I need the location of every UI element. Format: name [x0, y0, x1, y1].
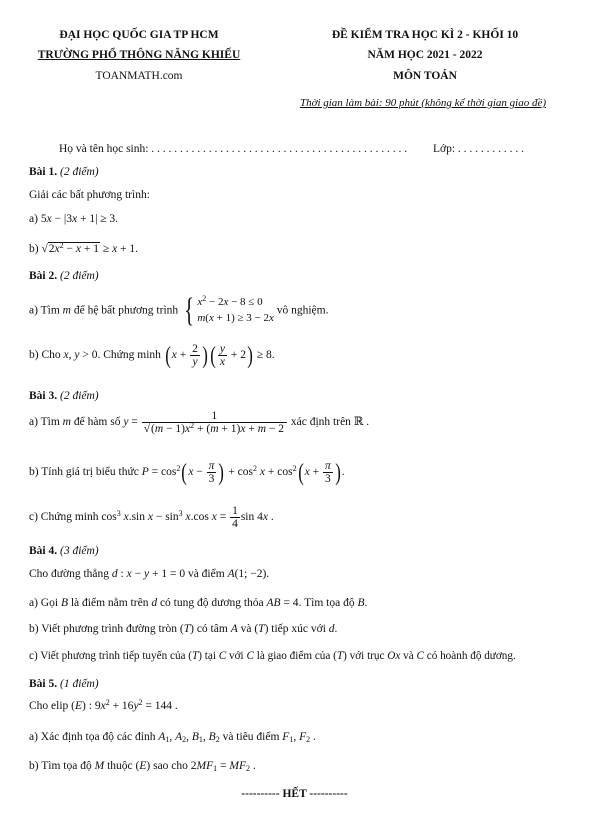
- bai4-heading: [29, 545, 99, 557]
- class-line: Lớp: . . . . . . . . . . . .: [433, 143, 525, 155]
- website: TOANMATH.com: [95, 70, 183, 82]
- school-year: NĂM HỌC 2021 - 2022: [367, 49, 483, 61]
- bai3-title: Bài 3.: [29, 390, 58, 402]
- bai4-c-text6: và: [403, 650, 414, 662]
- bai3-c-text: c) Chứng minh: [29, 511, 99, 524]
- bai1-intro: Giải các bất phương trình:: [29, 189, 150, 201]
- bai4-a-text4: . Tìm tọa độ: [298, 597, 355, 609]
- bai2-b-text: b) Cho: [29, 349, 61, 362]
- bai2-a-text2: để hệ bất phương trình: [73, 304, 179, 317]
- bai1-a: a) 5x − |3x + 1| ≥ 3.: [29, 213, 119, 225]
- bai4-c-text2: tại: [204, 650, 216, 662]
- bai4-c-text4: là giao điểm của: [256, 650, 331, 662]
- duration: Thời gian làm bài: 90 phút (không kể thời gian giao đề): [299, 97, 547, 109]
- bai1-points: (2 điểm): [60, 166, 99, 178]
- bai3-a-text3: xác định trên: [290, 416, 351, 429]
- school-name: TRƯỜNG PHỔ THÔNG NĂNG KHIẾU: [37, 49, 241, 61]
- bai3-c: c) Chứng minh $\cos^3 x.\sin$ $x - \sin^3 x.\cos$ x = $\frac{1}{4}$ sin 4x .: [29, 505, 274, 531]
- student-name-line: Họ và tên học sinh: . . . . . . . . . . . . . . . . . . . . . . . . . . . . . . . . . . . . . . . . . . . . .: [59, 143, 408, 155]
- bai4-c-text5: với trục: [349, 650, 385, 662]
- bai5-title: Bài 5.: [29, 678, 58, 690]
- bai4-a-text2: là điểm nằm trên: [70, 597, 149, 609]
- bai4-intro: Cho đường thẳng d : x − y + 1 = 0 và điểm A(1; −2).: [29, 568, 270, 580]
- bai4-intro-text2: và điểm: [187, 568, 225, 580]
- bai4-b: b) Viết phương trình đường tròn (T) có tâm A và (T) tiếp xúc với d.: [29, 623, 338, 635]
- end-marker: ---------- HẾT ----------: [241, 788, 348, 800]
- bai4-a-text3: có tung độ dương thỏa: [159, 597, 264, 609]
- bai1-a-label: a): [29, 213, 38, 225]
- bai5-intro: Cho elip (E) : $9x^2 + 16y^2 = 144$ .: [29, 698, 178, 712]
- bai5-heading: [29, 678, 99, 690]
- bai5-points: (1 điểm): [60, 678, 99, 690]
- bai5-b-text3: sao cho: [153, 760, 188, 772]
- bai4-title: Bài 4.: [29, 545, 58, 557]
- university-name: ĐẠI HỌC QUỐC GIA TP HCM: [59, 29, 219, 41]
- bai5-intro-text: Cho elip: [29, 700, 69, 712]
- bai1-b: b) $√2x^2 - x + 1 \ge x + 1$.: [29, 241, 139, 255]
- bai3-b: b) Tính giá trị biểu thức $P = \cos^2(x$ − $\frac{\pi}{3}$ ) + $\cos^2 x + \cos^2(x$ + $\frac{\pi}{3}$ ).: [29, 459, 345, 486]
- subject: MÔN TOÁN: [393, 70, 457, 82]
- bai3-a: a) Tìm m để hàm số y = $\frac{1}{√(m - 1)x^2 + (m + 1)x + m - 2}$ xác định trên ℝ .: [29, 410, 370, 436]
- bai1-heading: [29, 166, 99, 178]
- bai4-c-text: c) Viết phương trình tiếp tuyến của: [29, 650, 186, 662]
- bai4-points: (3 điểm): [60, 545, 99, 557]
- bai4-b-text: b) Viết phương trình đường tròn: [29, 623, 177, 635]
- bai2-title: Bài 2.: [29, 270, 58, 282]
- bai1-b-label: b): [29, 243, 39, 255]
- bai5-a-text: a) Xác định tọa độ các đỉnh: [29, 731, 156, 743]
- bai4-intro-text: Cho đường thẳng: [29, 568, 110, 580]
- bai4-c: c) Viết phương trình tiếp tuyến của (T) tại C với C là giao điểm của (T) với trục Ox và C có hoành độ dương.: [29, 650, 516, 662]
- bai4-c-text3: với: [229, 650, 244, 662]
- bai4-b-text2: có tâm: [196, 623, 228, 635]
- bai4-a: a) Gọi B là điểm nằm trên d có tung độ dương thỏa AB = 4. Tìm tọa độ B.: [29, 597, 368, 609]
- bai3-b-text: b) Tính giá trị biểu thức: [29, 466, 139, 479]
- bai1-title: Bài 1.: [29, 166, 58, 178]
- bai5-a-text2: và tiêu điểm: [222, 731, 280, 743]
- bai5-b: b) Tìm tọa độ M thuộc (E) sao cho $2MF_1 = MF_2$ .: [29, 760, 256, 773]
- bai3-heading: [29, 390, 99, 402]
- bai3-points: (2 điểm): [60, 390, 99, 402]
- bai2-a-text3: vô nghiệm.: [276, 304, 329, 317]
- bai2-points: (2 điểm): [60, 270, 99, 282]
- bai3-a-text2: để hàm số: [73, 416, 121, 429]
- bai4-b-text3: và: [240, 623, 252, 635]
- bai4-c-text7: có hoành độ dương.: [426, 650, 516, 662]
- bai2-b: b) Cho x, y > 0. Chứng minh (x + $\frac{2}{y}$ )( $\frac{y}{x}$ + 2) ≥ 8.: [29, 342, 275, 369]
- bai3-a-text: a) Tìm: [29, 416, 60, 429]
- bai5-a: a) Xác định tọa độ các đỉnh $A_1$, $A_2$, $B_1$, $B_2$ và tiêu điểm $F_1$, $F_2$ .: [29, 731, 316, 744]
- exam-title: ĐỀ KIỂM TRA HỌC KÌ 2 - KHỐI 10: [331, 29, 519, 41]
- bai2-b-text2: . Chứng minh: [97, 349, 161, 362]
- bai5-b-text2: thuộc: [107, 760, 133, 772]
- bai2-a-text: a) Tìm: [29, 304, 60, 317]
- bai2-a: a) Tìm m để hệ bất phương trình { $x^2 - 2x - 8 \le 0$ m(x + 1) ≥ 3 − 2x vô nghiệm.: [29, 292, 329, 329]
- bai4-a-text: a) Gọi: [29, 597, 59, 609]
- bai4-b-text4: tiếp xúc với: [271, 623, 326, 635]
- bai2-heading: [29, 270, 99, 282]
- bai5-b-text: b) Tìm tọa độ: [29, 760, 92, 772]
